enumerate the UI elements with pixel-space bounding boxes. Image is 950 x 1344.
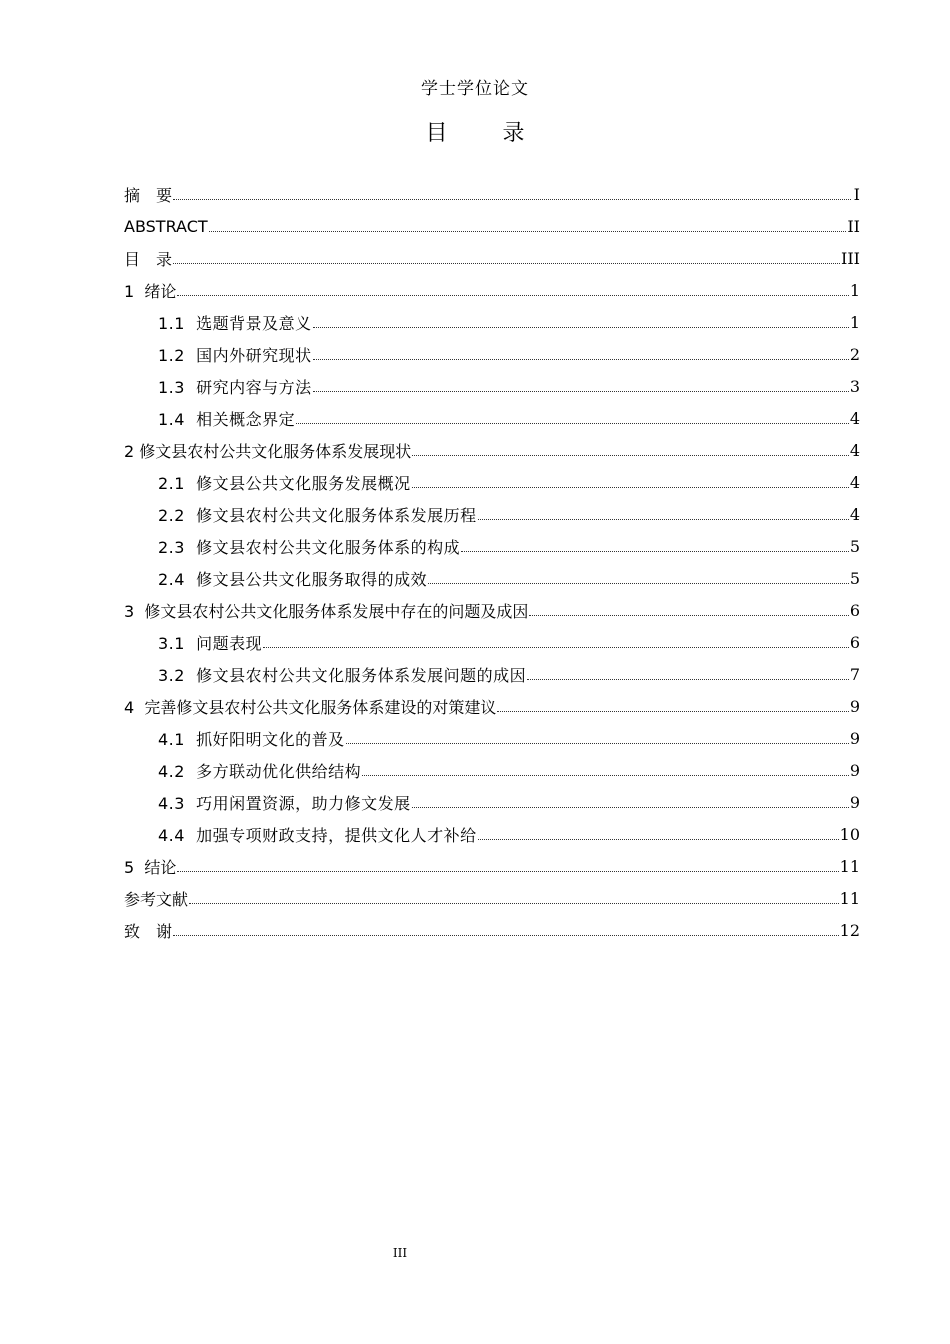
toc-entry-label: 1.1 选题背景及意义 [158,313,312,333]
running-header: 学士学位论文 [421,79,529,99]
toc-entry-label: 1.4 相关概念界定 [158,409,296,429]
toc-leader-dots [412,487,849,488]
toc-entry[interactable] [124,850,860,882]
toc-entry-label: ABSTRACT [124,216,208,236]
toc-entry[interactable] [124,658,860,690]
toc-entry-page: 9 [849,696,860,716]
toc-entry-page: I [853,184,860,204]
toc-entry-label: 2.3 修文县农村公共文化服务体系的构成 [158,537,461,557]
toc-entry-page: 1 [849,280,860,300]
toc-entry-label: 5 结论 [124,857,177,877]
toc-entry-page: 4 [849,472,860,492]
toc-entry-page: 5 [849,568,860,588]
toc-entry-label: 2.2 修文县农村公共文化服务体系发展历程 [158,505,477,525]
toc-entry-label: 目 录 [124,249,173,269]
toc-entry-label: 4.1 抓好阳明文化的普及 [158,729,345,749]
toc-entry-page: 2 [849,344,860,364]
toc-entry-label: 3.2 修文县农村公共文化服务体系发展问题的成因 [158,665,527,685]
toc-entry-label: 参考文献 [124,889,189,909]
toc-entry[interactable] [124,370,860,402]
toc-entry[interactable] [124,338,860,370]
toc-leader-dots [412,807,849,808]
toc-entry-page: II [847,216,860,236]
toc-entry-label: 4.3 巧用闲置资源，助力修文发展 [158,793,411,813]
toc-entry-label: 2 修文县农村公共文化服务体系发展现状 [124,441,412,461]
toc-entry-page: 11 [839,856,860,876]
toc-leader-dots [263,647,849,648]
toc-leader-dots [412,455,849,456]
toc-entry-page: 1 [849,312,860,332]
toc-leader-dots [313,327,849,328]
toc-leader-dots [173,935,839,936]
page-title: 目 录 [425,121,549,146]
toc-entry-label: 1 绪论 [124,281,177,301]
toc-leader-dots [177,871,838,872]
toc-entry[interactable] [124,242,860,274]
toc-leader-dots [362,775,849,776]
toc-leader-dots [177,295,848,296]
toc-entry-label: 4 完善修文县农村公共文化服务体系建设的对策建议 [124,697,497,717]
toc-entry-page: 11 [839,888,860,908]
toc-entry[interactable] [124,306,860,338]
toc-entry-label: 1.3 研究内容与方法 [158,377,312,397]
toc-entry-label: 4.2 多方联动优化供给结构 [158,761,362,781]
toc-entry[interactable] [124,402,860,434]
toc-entry[interactable] [124,466,860,498]
toc-entry[interactable] [124,562,860,594]
toc-entry-label: 3.1 问题表现 [158,633,263,653]
toc-entry[interactable] [124,914,860,946]
toc-leader-dots [209,231,847,232]
toc-entry-page: III [841,248,860,268]
toc-entry-label: 1.2 国内外研究现状 [158,345,312,365]
toc-entry[interactable] [124,818,860,850]
toc-entry[interactable] [124,498,860,530]
page-number-footer: III [392,1246,408,1260]
toc-entry[interactable] [124,210,860,242]
toc-entry-page: 10 [839,824,860,844]
toc-leader-dots [313,359,849,360]
toc-entry-label: 3 修文县农村公共文化服务体系发展中存在的问题及成因 [124,601,529,621]
toc-entry-page: 9 [849,728,860,748]
toc-entry-page: 6 [849,632,860,652]
toc-entry-page: 9 [849,792,860,812]
toc-entry[interactable] [124,722,860,754]
toc-leader-dots [173,263,840,264]
toc-entry-page: 7 [849,664,860,684]
toc-entry-page: 6 [849,600,860,620]
table-of-contents [124,178,860,946]
toc-leader-dots [173,199,851,200]
toc-entry[interactable] [124,754,860,786]
toc-entry[interactable] [124,690,860,722]
toc-entry-label: 4.4 加强专项财政支持，提供文化人才补给 [158,825,477,845]
toc-entry-page: 5 [849,536,860,556]
toc-leader-dots [478,519,849,520]
toc-entry[interactable] [124,786,860,818]
toc-entry[interactable] [124,178,860,210]
toc-entry[interactable] [124,274,860,306]
toc-entry[interactable] [124,626,860,658]
toc-entry[interactable] [124,882,860,914]
toc-leader-dots [189,903,839,904]
toc-leader-dots [346,743,849,744]
toc-entry[interactable] [124,434,860,466]
toc-entry-page: 4 [849,440,860,460]
toc-entry-page: 4 [849,408,860,428]
toc-entry-page: 3 [849,376,860,396]
toc-entry-label: 2.1 修文县公共文化服务发展概况 [158,473,411,493]
toc-leader-dots [527,679,849,680]
toc-leader-dots [461,551,849,552]
toc-leader-dots [313,391,849,392]
toc-leader-dots [478,839,839,840]
toc-leader-dots [428,583,849,584]
toc-entry-label: 2.4 修文县公共文化服务取得的成效 [158,569,428,589]
toc-leader-dots [497,711,848,712]
toc-entry-page: 12 [839,920,860,940]
toc-entry-page: 4 [849,504,860,524]
toc-leader-dots [296,423,849,424]
toc-entry-label: 致 谢 [124,921,173,941]
toc-entry[interactable] [124,594,860,626]
toc-entry-page: 9 [849,760,860,780]
toc-entry-label: 摘 要 [124,185,173,205]
toc-leader-dots [529,615,848,616]
toc-entry[interactable] [124,530,860,562]
